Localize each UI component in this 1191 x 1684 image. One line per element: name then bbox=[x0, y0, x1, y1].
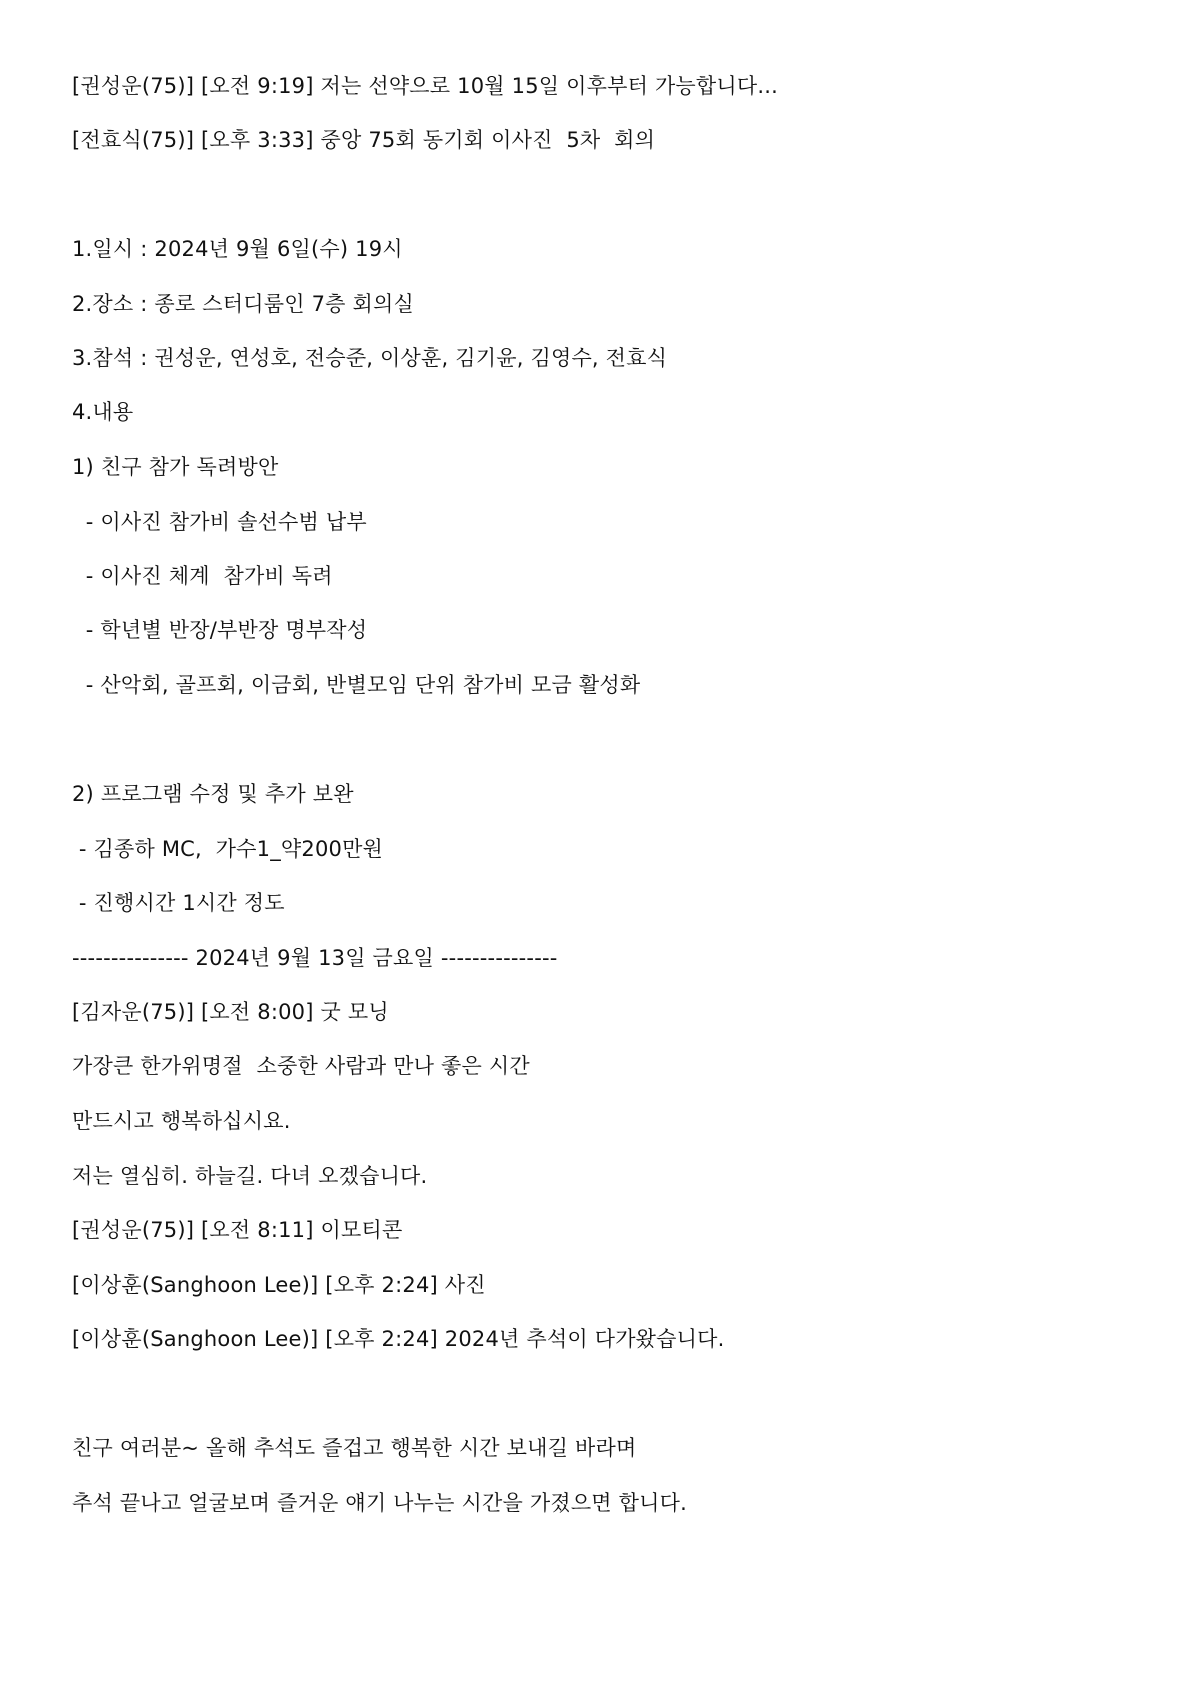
text-line: 추석 끝나고 얼굴보며 즐거운 얘기 나누는 시간을 가졌으면 합니다. bbox=[72, 1491, 687, 1515]
text-line: [이상훈(Sanghoon Lee)] [오후 2:24] 사진 bbox=[72, 1273, 486, 1297]
text-line: 4.내용 bbox=[72, 400, 134, 424]
text-line: 만드시고 행복하십시요. bbox=[72, 1109, 291, 1133]
text-line: 가장큰 한가위명절 소중한 사람과 만나 좋은 시간 bbox=[72, 1054, 530, 1078]
text-line: [이상훈(Sanghoon Lee)] [오후 2:24] 2024년 추석이 다가왔습니다. bbox=[72, 1327, 725, 1351]
text-line: [권성운(75)] [오전 8:11] 이모티콘 bbox=[72, 1218, 403, 1242]
date-separator: --------------- 2024년 9월 13일 금요일 --------------- bbox=[72, 946, 558, 970]
text-line: [전효식(75)] [오후 3:33] 중앙 75회 동기회 이사진 5차 회의 bbox=[72, 128, 656, 152]
text-line: [권성운(75)] [오전 9:19] 저는 선약으로 10월 15일 이후부터 가능합니다... bbox=[72, 74, 778, 98]
text-line: - 김종하 MC, 가수1_약200만원 bbox=[72, 837, 384, 861]
text-line: - 산악회, 골프회, 이금회, 반별모임 단위 참가비 모금 활성화 bbox=[72, 673, 641, 697]
text-line: - 이사진 참가비 솔선수범 납부 bbox=[72, 510, 367, 534]
text-line: 1) 친구 참가 독려방안 bbox=[72, 455, 279, 479]
text-line: - 진행시간 1시간 정도 bbox=[72, 891, 285, 915]
text-line: 2) 프로그램 수정 및 추가 보완 bbox=[72, 782, 354, 806]
text-line: 3.참석 : 권성운, 연성호, 전승준, 이상훈, 김기윤, 김영수, 전효식 bbox=[72, 346, 668, 370]
text-line: - 이사진 체계 참가비 독려 bbox=[72, 564, 333, 588]
text-line: 1.일시 : 2024년 9월 6일(수) 19시 bbox=[72, 237, 403, 261]
text-line: 저는 열심히. 하늘길. 다녀 오겠습니다. bbox=[72, 1164, 428, 1188]
text-line: 친구 여러분~ 올해 추석도 즐겁고 행복한 시간 보내길 바라며 bbox=[72, 1436, 637, 1460]
text-line: - 학년별 반장/부반장 명부작성 bbox=[72, 618, 368, 642]
text-line: 2.장소 : 종로 스터디룸인 7층 회의실 bbox=[72, 292, 414, 316]
text-line: [김자운(75)] [오전 8:00] 굿 모닝 bbox=[72, 1000, 389, 1024]
